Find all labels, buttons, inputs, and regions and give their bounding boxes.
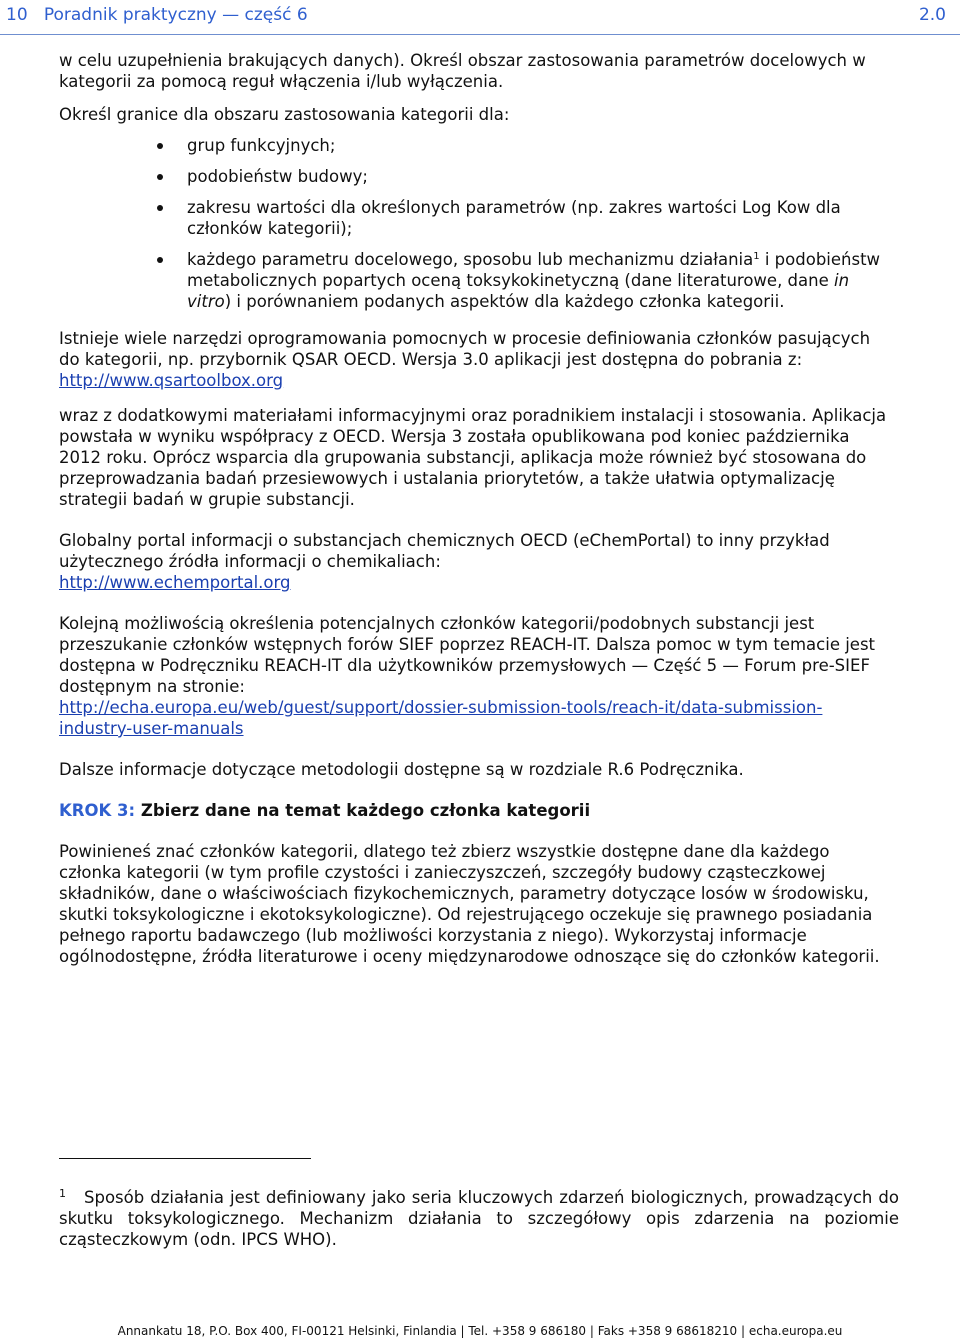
footnote-mark: 1 — [59, 1187, 66, 1200]
step-heading — [59, 800, 894, 821]
qsartoolbox-link[interactable]: http://www.qsartoolbox.org — [59, 371, 284, 390]
page-header — [0, 0, 960, 35]
sief-text: Kolejną możliwością określenia potencjalnych członków kategorii/podobnych substancji jest przeszukanie członków wstępnych forów SIEF poprzez REACH-IT. Dalsza pomoc w tym temacie jest dostępna w Podręczniku REACH-IT dla użytkowników przemysłowych — Część 5 — Forum pre-SIEF dostępnym na stronie: — [59, 614, 876, 696]
list-item-text: i podobieństw metabolicznych popartych oceną toksykokinetyczną (dane literaturowe, dane — [187, 250, 881, 290]
header-version: 2.0 — [918, 5, 946, 25]
footnote-divider — [59, 1158, 311, 1159]
page-content — [59, 50, 894, 967]
sief-paragraph — [59, 613, 894, 739]
step-paragraph: Powinieneś znać członków kategorii, dlatego też zbierz wszystkie dostępne dane dla każdego członka kategorii (w tym profile czystości i zanieczyszczeń, szczegóły budowy cząsteczkowej składników, dane o właściwościach fizykochemicznych, parametry dotyczące losów w środowisku, skutki toksykologiczne i ekotoksykologiczne). Od rejestrującego oczekuje się prawnego posiadania pełnego raportu badawczego (lub możliwości korzystania z niego). Wykorzystaj informacje ogólnodostępne, źródła literaturowe i oceny międzynarodowe odnoszące się do członków kategorii. — [59, 842, 880, 966]
list-item-text: każdego parametru docelowego, sposobu lub mechanizmu działania — [187, 250, 754, 269]
tools-text: Istnieje wiele narzędzi oprogramowania pomocnych w procesie definiowania członków pasujących do kategorii, np. przybornik QSAR OECD. Wersja 3.0 aplikacji jest dostępna do pobrania z: — [59, 329, 871, 369]
more-info-paragraph: Dalsze informacje dotyczące metodologii dostępne są w rozdziale R.6 Podręcznika. — [59, 760, 744, 779]
list-item: zakresu wartości dla określonych parametrów (np. zakres wartości Log Kow dla członków kategorii); — [59, 197, 894, 239]
step-number: KROK 3: — [59, 801, 136, 820]
step-title: Zbierz dane na temat każdego członka kategorii — [135, 801, 591, 820]
limits-list — [59, 135, 894, 312]
limits-intro: Określ granice dla obszaru zastosowania kategorii dla: — [59, 105, 510, 124]
list-item-text: ) i porównaniem podanych aspektów dla każdego członka kategorii. — [224, 292, 785, 311]
portal-paragraph — [59, 530, 894, 593]
footnote-ref[interactable]: 1 — [753, 251, 760, 262]
list-item: podobieństw budowy; — [59, 166, 894, 187]
page-footer: Annankatu 18, P.O. Box 400, FI-00121 Helsinki, Finlandia | Tel. +358 9 686180 | Faks +358 9 68618210 | echa.europa.eu — [117, 1324, 843, 1338]
echemportal-link[interactable]: http://www.echemportal.org — [59, 573, 291, 592]
footnote-text: Sposób działania jest definiowany jako seria kluczowych zdarzeń biologicznych, prowadzących do skutku toksykologicznego. Mechanizm działania to szczegółowy opis zdarzenia na poziomie cząsteczkowym (odn. IPCS WHO). — [59, 1188, 899, 1249]
list-item — [59, 249, 894, 312]
header-title: 10 Poradnik praktyczny — część 6 — [6, 5, 308, 25]
footnote — [59, 1187, 899, 1250]
italic-term: in vitro — [187, 271, 850, 311]
tools-details-paragraph: wraz z dodatkowymi materiałami informacyjnymi oraz poradnikiem instalacji i stosowania. Aplikacja powstała w wyniku współpracy z OECD. Wersja 3 została opublikowana pod koniec października 2012 roku. Oprócz wsparcia dla grupowania substancji, aplikacja może również być stosowana do przeprowadzania badań przesiewowych i ustalania priorytetów, a także ułatwia optymalizację strategii badań w grupie substancji. — [59, 406, 887, 509]
tools-paragraph — [59, 328, 894, 391]
intro-paragraph: w celu uzupełnienia brakujących danych). Określ obszar zastosowania parametrów docelowych w kategorii za pomocą reguł włączenia i/lub wyłączenia. — [59, 51, 866, 91]
echa-manuals-link[interactable]: http://echa.europa.eu/web/guest/support/dossier-submission-tools/reach-it/data-submission-industry-user-manuals — [59, 698, 823, 738]
portal-text: Globalny portal informacji o substancjach chemicznych OECD (eChemPortal) to inny przykład użytecznego źródła informacji o chemikaliach: — [59, 531, 830, 571]
list-item: grup funkcyjnych; — [59, 135, 894, 156]
